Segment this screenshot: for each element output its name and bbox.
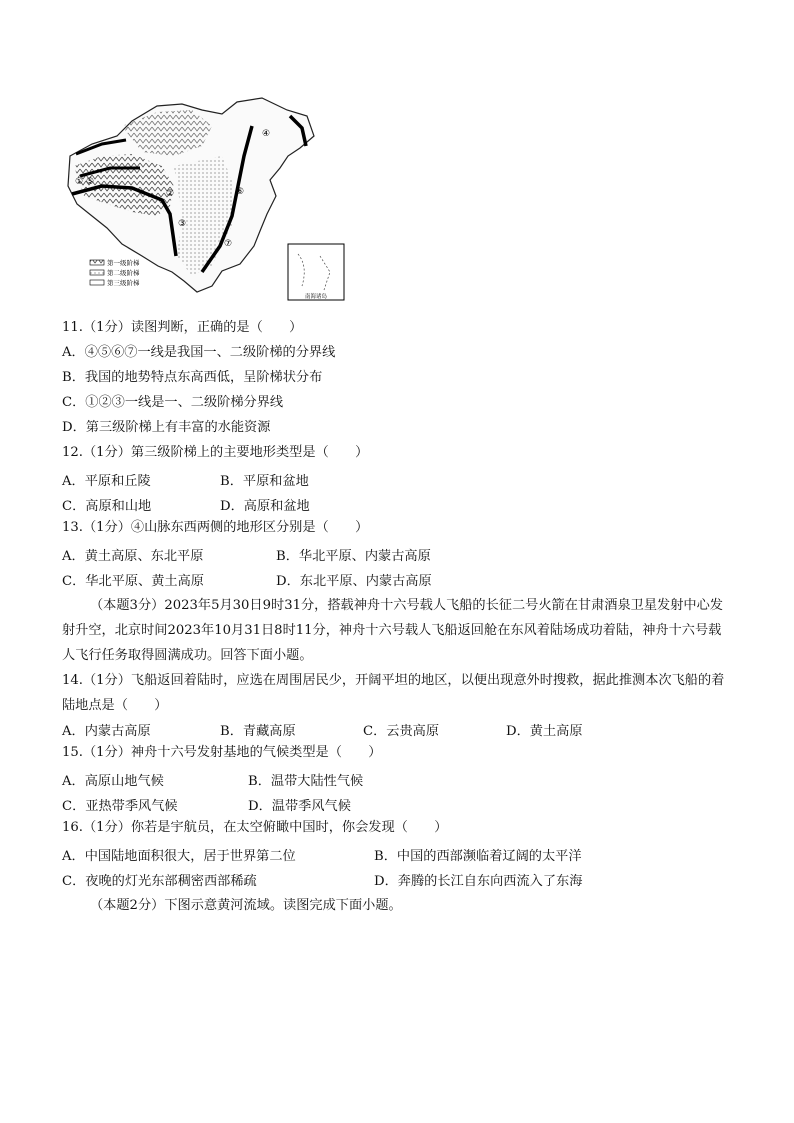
q12-stem: 12.（1分）第三级阶梯上的主要地形类型是（ ）	[62, 445, 369, 460]
marker-6: ⑥	[236, 187, 245, 197]
legend-step-3: 第三级阶梯	[107, 279, 140, 287]
marker-1: ①	[75, 177, 84, 187]
q13-option-a[interactable]: A．黄土高原、东北平原	[62, 549, 204, 564]
q11-option-a[interactable]: A．④⑤⑥⑦一线是我国一、二级阶梯的分界线	[62, 345, 336, 360]
passage-shenzhou: （本题3分）2023年5月30日9时31分，搭载神舟十六号载人飞船的长征二号火箭在甘肃酒泉卫星发射中心发射升空，北京时间2023年10月31日8时11分，神舟十六号载人飞船返回舱在东风着陆场成功着陆，神舟十六号载人飞行任务取得圆满成功。回答下面小题。	[62, 598, 723, 663]
q13-option-b[interactable]: B．华北平原、内蒙古高原	[276, 549, 431, 564]
q16-stem: 16.（1分）你若是宇航员，在太空俯瞰中国时，你会发现（ ）	[62, 820, 448, 835]
south-china-sea-inset	[288, 244, 344, 300]
q13-stem: 13.（1分）④山脉东西两侧的地形区分别是（ ）	[62, 520, 369, 535]
inset-label: 南海诸岛	[304, 294, 328, 300]
q14-stem: 14.（1分）飞船返回着陆时，应选在周围居民少，开阔平坦的地区，以便出现意外时搜救，据此推测本次飞船的着陆地点是（ ）	[62, 673, 725, 713]
q16-option-a[interactable]: A．中国陆地面积很大，居于世界第二位	[62, 849, 296, 864]
legend-step-2: 第二级阶梯	[107, 269, 140, 277]
china-terrain-steps-map	[62, 96, 362, 306]
marker-5: ⑤	[86, 177, 95, 187]
q14-option-b[interactable]: B．青藏高原	[220, 724, 296, 739]
q15-option-d[interactable]: D．温带季风气候	[248, 799, 351, 814]
q16-option-c[interactable]: C．夜晚的灯光东部稠密西部稀疏	[62, 874, 257, 889]
q16-option-b[interactable]: B．中国的西部濒临着辽阔的太平洋	[374, 849, 582, 864]
q16-option-d[interactable]: D．奔腾的长江自东向西流入了东海	[374, 874, 583, 889]
passage-yellow-river: （本题2分）下图示意黄河流域。读图完成下面小题。	[90, 898, 402, 913]
marker-7: ⑦	[224, 239, 233, 249]
marker-4: ④	[262, 129, 271, 139]
q12-option-b[interactable]: B．平原和盆地	[220, 474, 309, 489]
q14-option-c[interactable]: C．云贵高原	[363, 724, 440, 739]
q11-option-c[interactable]: C．①②③一线是一、二级阶梯分界线	[62, 395, 284, 410]
q14-option-d[interactable]: D．黄土高原	[506, 724, 583, 739]
q12-option-a[interactable]: A．平原和丘陵	[62, 474, 151, 489]
q12-option-d[interactable]: D．高原和盆地	[220, 499, 310, 514]
q11-stem: 11.（1分）读图判断，正确的是（ ）	[62, 320, 303, 335]
q13-option-d[interactable]: D．东北平原、内蒙古高原	[276, 574, 432, 589]
q11-option-b[interactable]: B．我国的地势特点东高西低，呈阶梯状分布	[62, 370, 323, 385]
q11-option-d[interactable]: D．第三级阶梯上有丰富的水能资源	[62, 420, 271, 435]
marker-3: ③	[178, 219, 187, 229]
marker-2: ②	[166, 189, 175, 199]
q15-option-c[interactable]: C．亚热带季风气候	[62, 799, 178, 814]
q15-stem: 15.（1分）神舟十六号发射基地的气候类型是（ ）	[62, 745, 382, 760]
map-legend	[90, 258, 140, 287]
q12-option-c[interactable]: C．高原和山地	[62, 499, 152, 514]
q14-option-a[interactable]: A．内蒙古高原	[62, 724, 151, 739]
q13-option-c[interactable]: C．华北平原、黄土高原	[62, 574, 204, 589]
q15-option-a[interactable]: A．高原山地气候	[62, 774, 164, 789]
legend-step-1: 第一级阶梯	[107, 259, 140, 267]
q15-option-b[interactable]: B．温带大陆性气候	[248, 774, 364, 789]
